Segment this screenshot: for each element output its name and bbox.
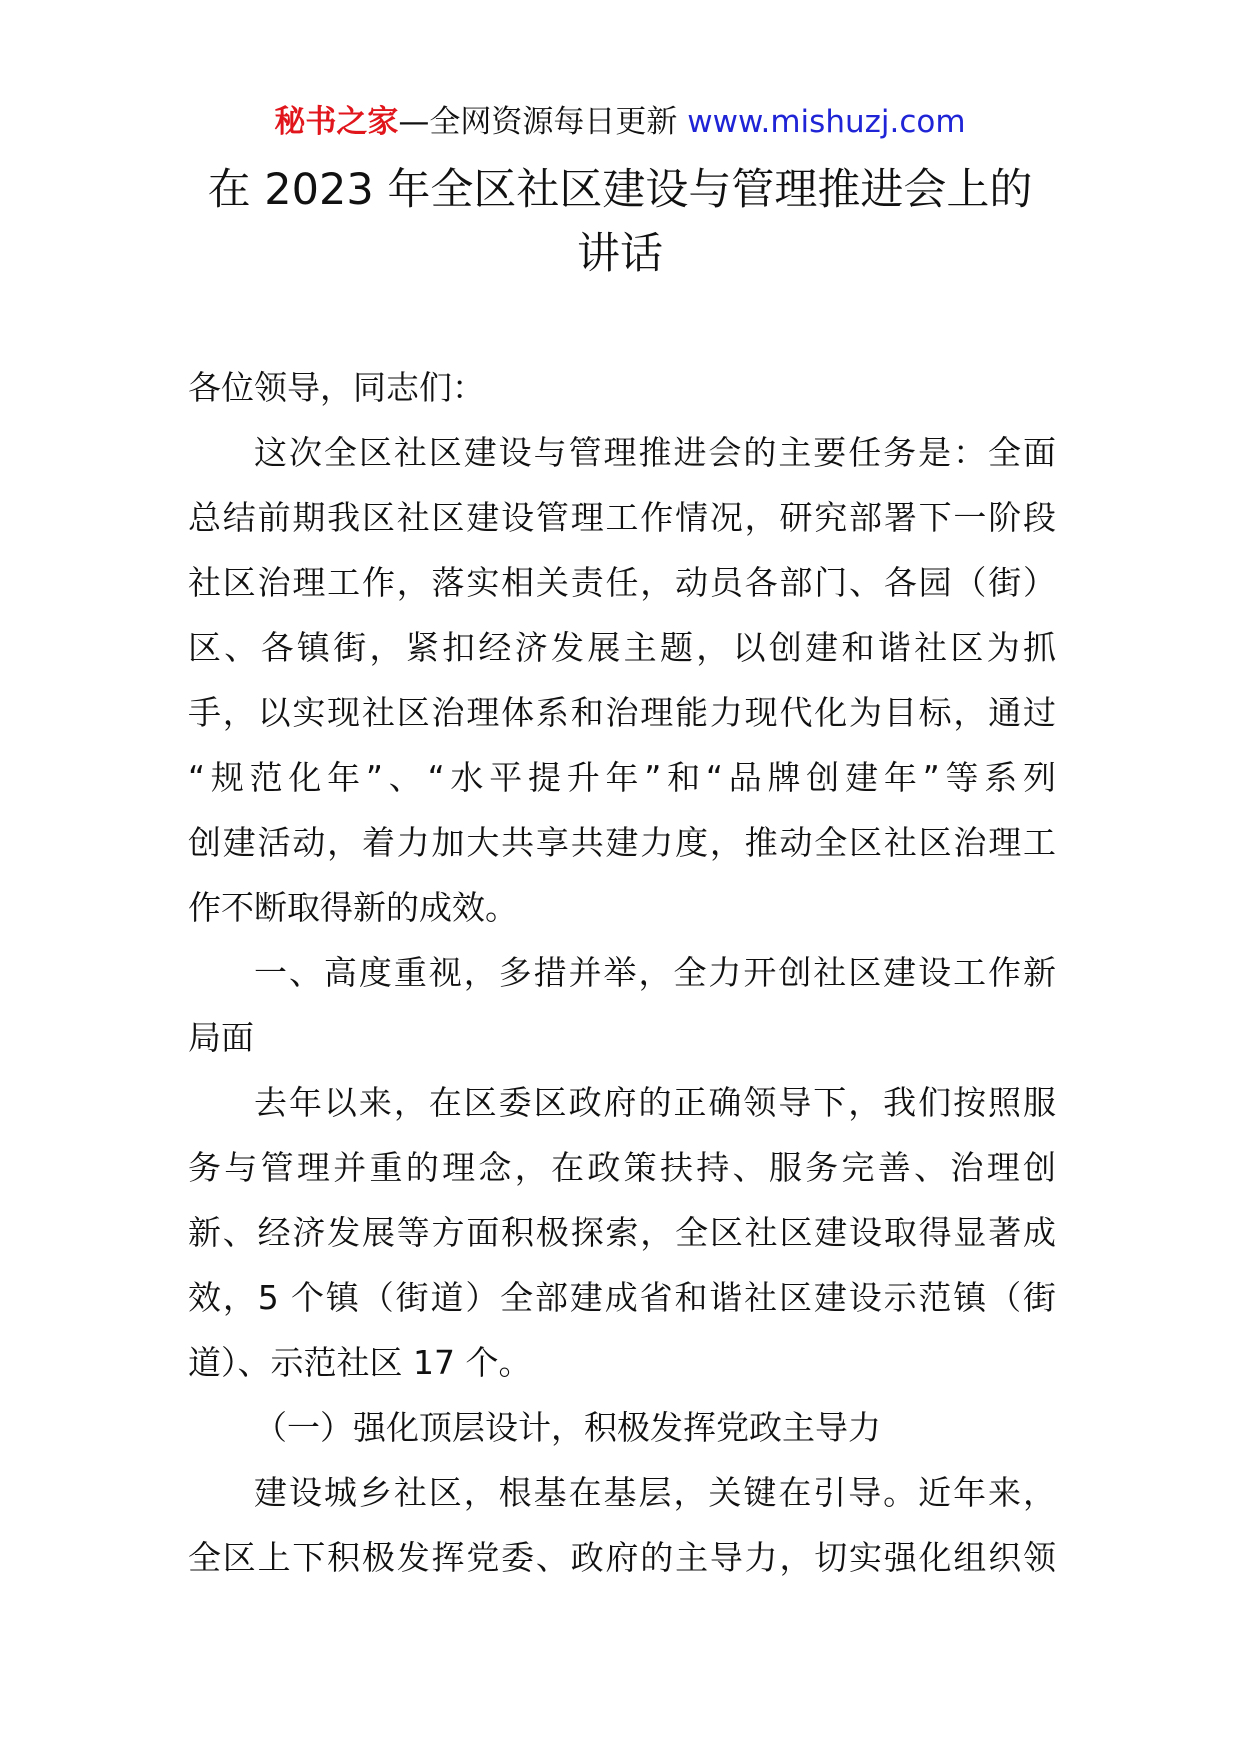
paragraph-line: 创建活动，着力加大共享共建力度，推动全区社区治理工: [188, 823, 1056, 862]
title-line-2: 讲话: [577, 229, 663, 279]
section-heading-continued: 局面: [188, 1018, 254, 1057]
salutation: 各位领导，同志们：: [188, 368, 485, 407]
paragraph-line: “规范化年”、“水平提升年”和“品牌创建年”等系列: [188, 758, 1056, 797]
paragraph-line: 这次全区社区建设与管理推进会的主要任务是：全面: [254, 433, 1056, 472]
paragraph-line: 区、各镇街，紧扣经济发展主题，以创建和谐社区为抓: [188, 628, 1056, 667]
paragraph-line: 作不断取得新的成效。: [188, 888, 518, 927]
banner-brand: 秘书之家: [274, 104, 399, 140]
paragraph-line: 效，5 个镇（街道）全部建成省和谐社区建设示范镇（街: [188, 1278, 1056, 1317]
paragraph-line: 务与管理并重的理念，在政策扶持、服务完善、治理创: [188, 1148, 1056, 1187]
paragraph-line: 总结前期我区社区建设管理工作情况，研究部署下一阶段: [188, 498, 1056, 537]
watermark-banner: [0, 100, 1240, 144]
paragraph-line: 去年以来，在区委区政府的正确领导下，我们按照服: [254, 1083, 1056, 1122]
paragraph-line: 全区上下积极发挥党委、政府的主导力，切实强化组织领: [188, 1538, 1056, 1577]
banner-url-link[interactable]: www.mishuzj.com: [687, 104, 966, 140]
document-title: [150, 158, 1090, 286]
paragraph-line: 社区治理工作，落实相关责任，动员各部门、各园（街）: [188, 563, 1056, 602]
section-heading: 一、高度重视，多措并举，全力开创社区建设工作新: [254, 953, 1056, 992]
subsection-heading: （一）强化顶层设计，积极发挥党政主导力: [254, 1408, 881, 1447]
paragraph-line: 道）、示范社区 17 个。: [188, 1343, 532, 1382]
banner-tagline: —全网资源每日更新: [398, 104, 678, 140]
paragraph-line: 新、经济发展等方面积极探索，全区社区建设取得显著成: [188, 1213, 1056, 1252]
paragraph-line: 建设城乡社区，根基在基层，关键在引导。近年来，: [254, 1473, 1056, 1512]
document-body: [188, 355, 1056, 1590]
title-line-1: 在 2023 年全区社区建设与管理推进会上的: [207, 165, 1033, 215]
paragraph-line: 手，以实现社区治理体系和治理能力现代化为目标，通过: [188, 693, 1056, 732]
